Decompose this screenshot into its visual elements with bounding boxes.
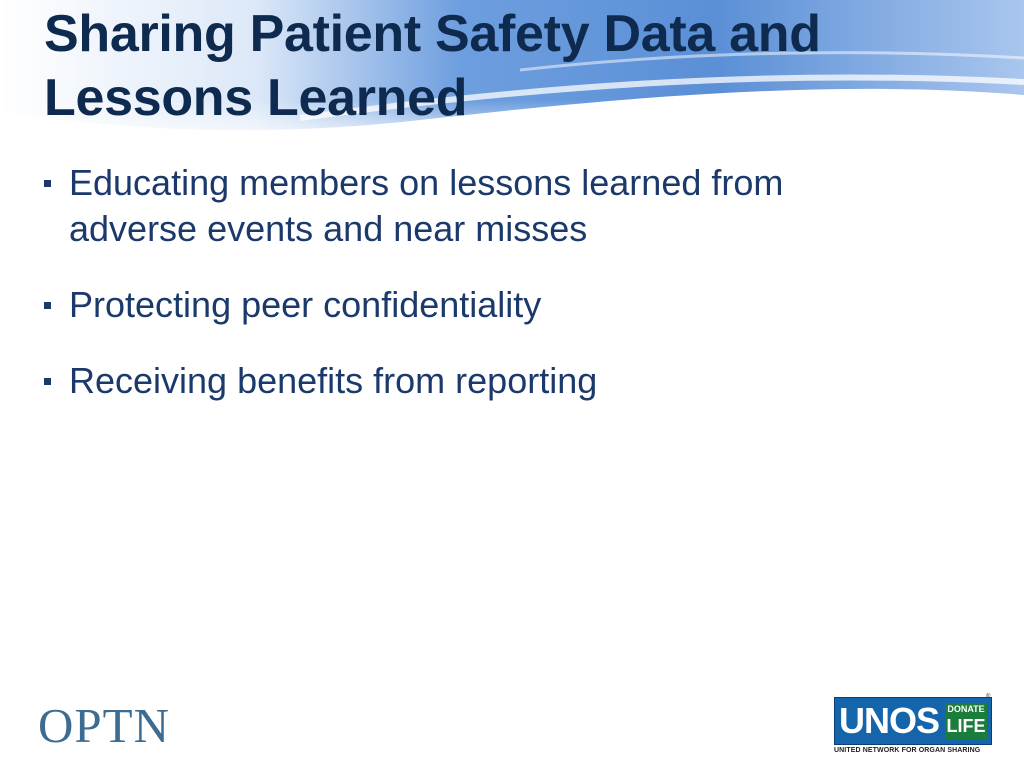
slide-title	[44, 2, 1004, 130]
donate-label: DONATE	[947, 704, 985, 714]
square-bullet-icon	[44, 378, 51, 385]
bullet-text-line: Receiving benefits from reporting	[69, 360, 598, 401]
square-bullet-icon	[44, 302, 51, 309]
optn-logo: OPTN	[38, 698, 170, 753]
bullet-list	[44, 160, 944, 404]
bullet-item	[44, 160, 944, 252]
bullet-text-line: adverse events and near misses	[69, 208, 588, 249]
registered-mark: ®	[986, 694, 991, 700]
bullet-text-line: Protecting peer confidentiality	[69, 284, 542, 325]
unos-wordmark: UNOS	[839, 700, 940, 741]
slide-title-line: Sharing Patient Safety Data and	[44, 5, 821, 63]
slide-title-line: Lessons Learned	[44, 69, 468, 127]
unos-logo-box	[834, 697, 992, 745]
donate-life-badge	[945, 703, 987, 739]
unos-logo	[834, 694, 994, 757]
bullet-text-line: Educating members on lessons learned from	[69, 162, 784, 203]
square-bullet-icon	[44, 180, 51, 187]
life-label: LIFE	[946, 716, 986, 736]
bullet-item	[44, 282, 944, 328]
unos-tagline: UNITED NETWORK FOR ORGAN SHARING	[834, 747, 981, 754]
bullet-item	[44, 358, 944, 404]
